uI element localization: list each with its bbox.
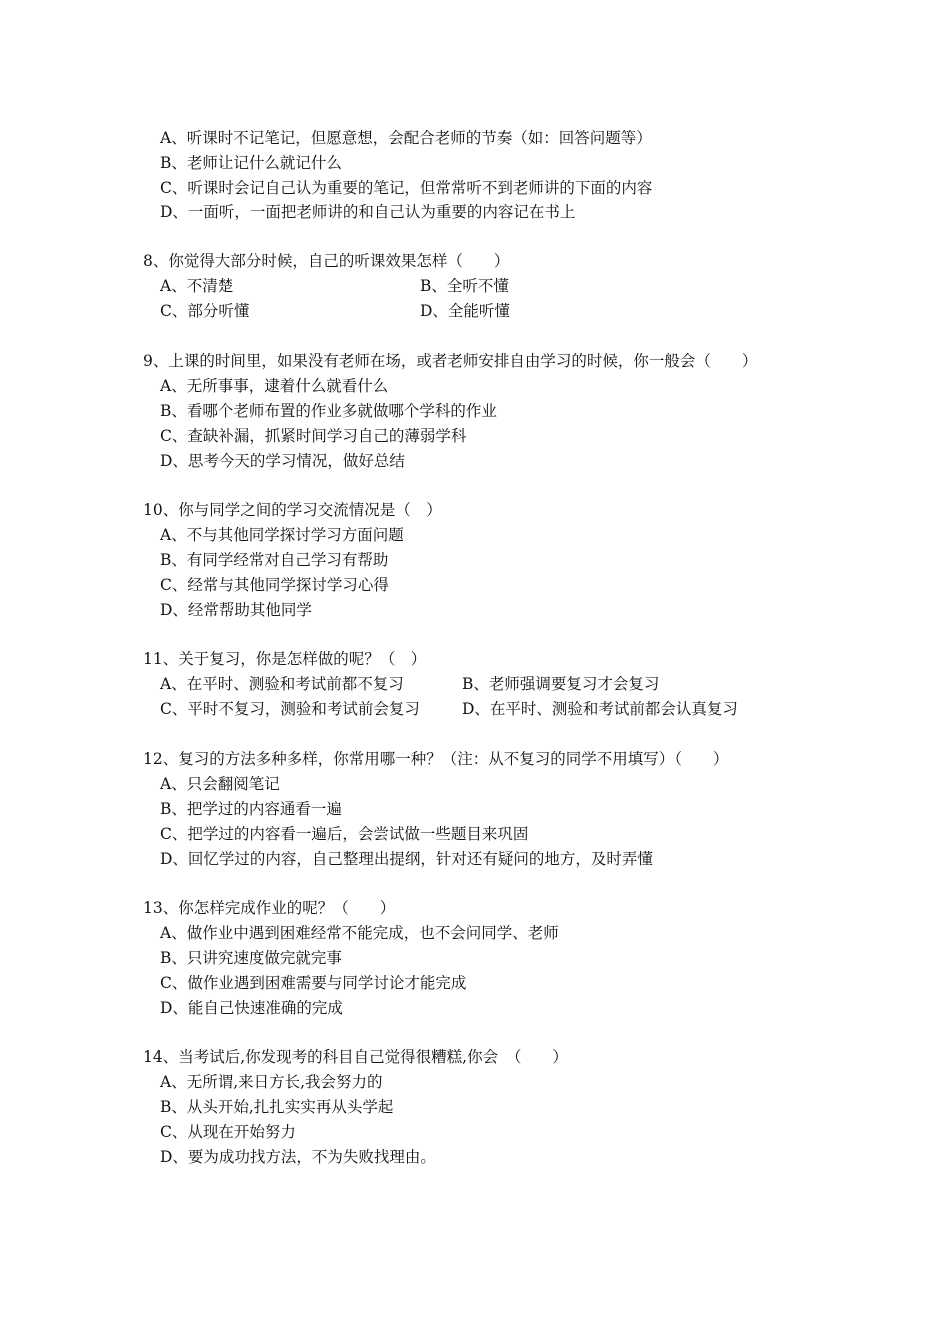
q7-option-b: B、老师让记什么就记什么 [160, 154, 342, 172]
q8-option-a: A、不清楚 [160, 277, 234, 295]
q11-question: 11、关于复习，你是怎样做的呢？（ ） [143, 650, 427, 668]
q7-option-c: C、听课时会记自己认为重要的笔记，但常常听不到老师讲的下面的内容 [160, 179, 653, 197]
q10-option-a: A、不与其他同学探讨学习方面问题 [160, 526, 404, 544]
q10-option-c: C、经常与其他同学探讨学习心得 [160, 576, 389, 594]
q13-option-a: A、做作业中遇到困难经常不能完成，也不会问同学、老师 [160, 924, 559, 942]
q14-question: 14、当考试后,你发现考的科目自己觉得很糟糕,你会 （ ） [143, 1048, 568, 1066]
q12-option-d: D、回忆学过的内容，自己整理出提纲，针对还有疑问的地方，及时弄懂 [160, 850, 653, 868]
q14-option-d: D、要为成功找方法，不为失败找理由。 [160, 1148, 436, 1166]
q12-option-b: B、把学过的内容通看一遍 [160, 800, 342, 818]
q14-option-a: A、无所谓,来日方长,我会努力的 [160, 1073, 383, 1091]
q9-question: 9、上课的时间里，如果没有老师在场，或者老师安排自由学习的时候，你一般会（ ） [143, 352, 758, 370]
q10-option-d: D、经常帮助其他同学 [160, 601, 312, 619]
q12-option-a: A、只会翻阅笔记 [160, 775, 280, 793]
q7-option-a: A、听课时不记笔记，但愿意想，会配合老师的节奏（如：回答问题等） [160, 129, 652, 147]
q14-option-c: C、从现在开始努力 [160, 1123, 296, 1141]
q12-option-c: C、把学过的内容看一遍后，会尝试做一些题目来巩固 [160, 825, 529, 843]
q10-option-b: B、有同学经常对自己学习有帮助 [160, 551, 389, 569]
q12-question: 12、复习的方法多种多样，你常用哪一种？（注：从不复习的同学不用填写）（ ） [143, 750, 729, 768]
q8-option-c: C、部分听懂 [160, 302, 250, 320]
q8-option-b: B、全听不懂 [420, 277, 509, 295]
q13-option-b: B、只讲究速度做完就完事 [160, 949, 342, 967]
q7-option-d: D、一面听，一面把老师讲的和自己认为重要的内容记在书上 [160, 203, 576, 221]
q8-option-d: D、全能听懂 [420, 302, 510, 320]
q8-question: 8、你觉得大部分时候，自己的听课效果怎样（ ） [143, 252, 510, 270]
q11-option-c: C、平时不复习，测验和考试前会复习 [160, 700, 420, 718]
q9-option-b: B、看哪个老师布置的作业多就做哪个学科的作业 [160, 402, 497, 420]
q9-option-a: A、无所事事，逮着什么就看什么 [160, 377, 389, 395]
q13-option-d: D、能自己快速准确的完成 [160, 999, 343, 1017]
q14-option-b: B、从头开始,扎扎实实再从头学起 [160, 1098, 394, 1116]
q13-question: 13、你怎样完成作业的呢？（ ） [143, 899, 396, 917]
q11-option-b: B、老师强调要复习才会复习 [462, 675, 660, 693]
q9-option-d: D、思考今天的学习情况，做好总结 [160, 452, 405, 470]
q11-option-a: A、在平时、测验和考试前都不复习 [160, 675, 404, 693]
q10-question: 10、你与同学之间的学习交流情况是（ ） [143, 501, 442, 519]
q13-option-c: C、做作业遇到困难需要与同学讨论才能完成 [160, 974, 467, 992]
q11-option-d: D、在平时、测验和考试前都会认真复习 [462, 700, 738, 718]
q9-option-c: C、查缺补漏，抓紧时间学习自己的薄弱学科 [160, 427, 467, 445]
